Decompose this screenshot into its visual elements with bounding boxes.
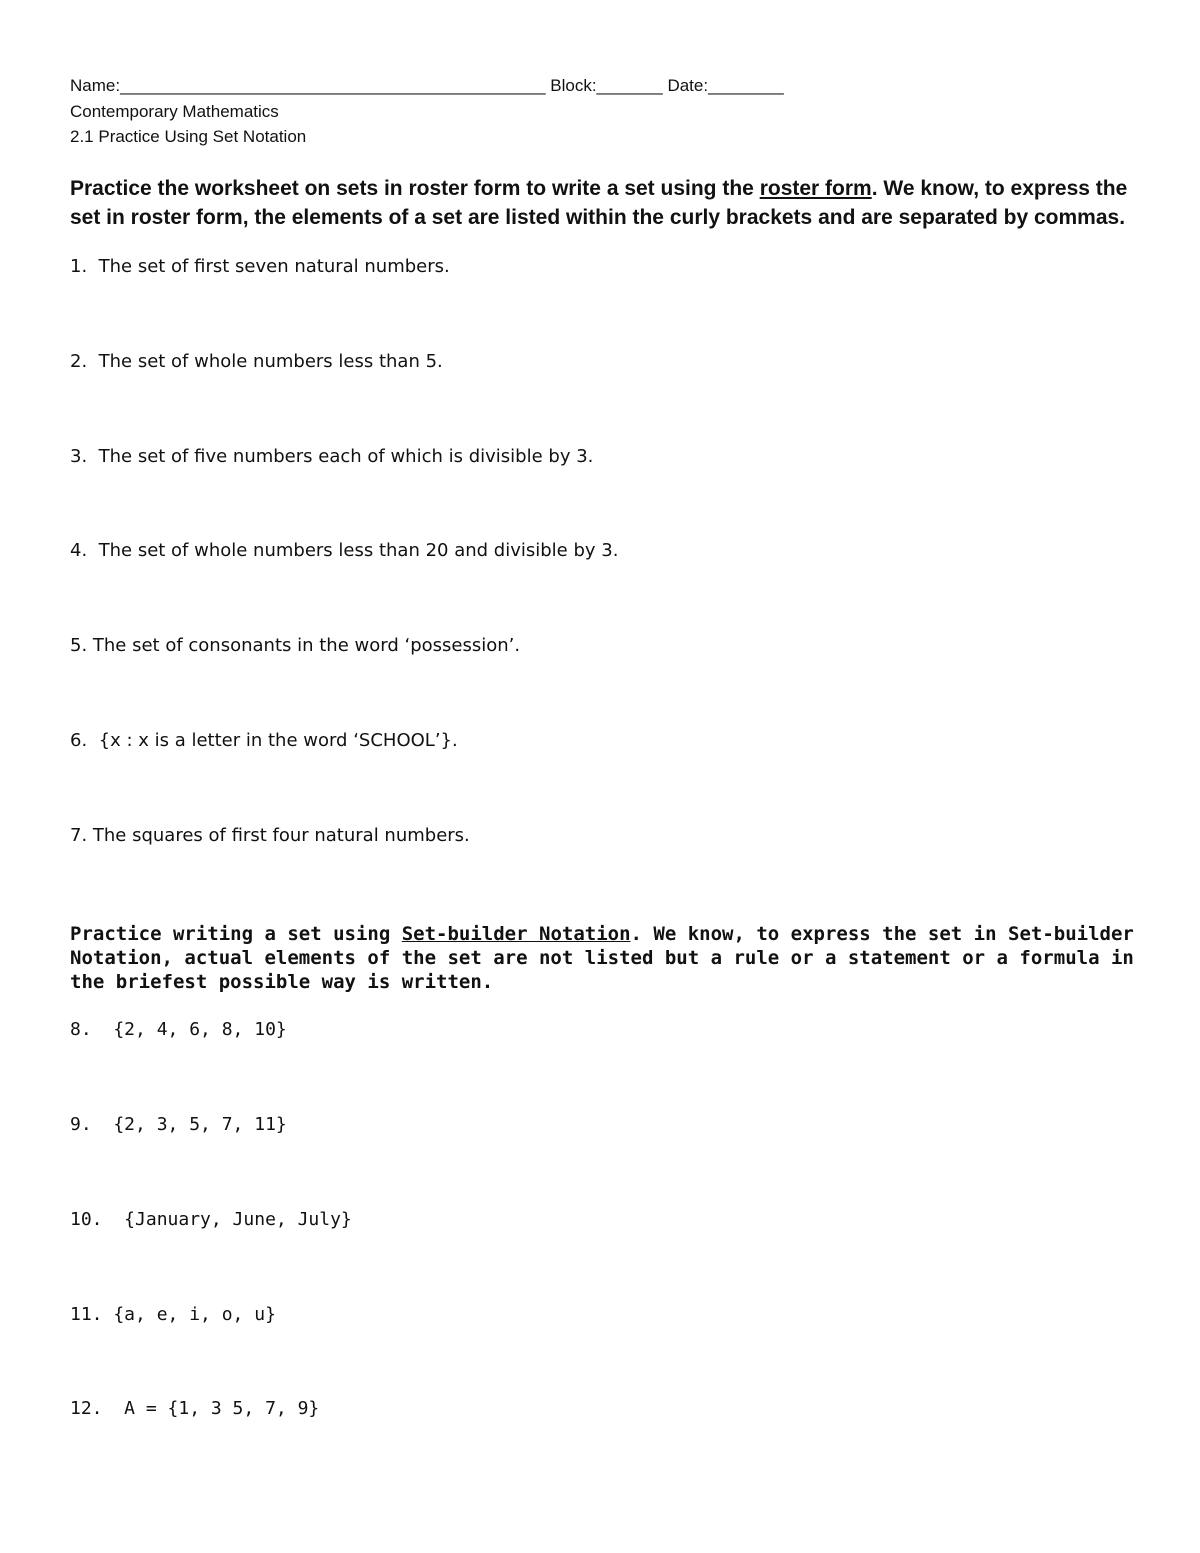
question-5: 5. The set of consonants in the word ‘possession’. [70,635,521,656]
instructions-text-start: Practice writing a set using [70,923,402,945]
course-title: Contemporary Mathematics [70,102,279,121]
lesson-title: 2.1 Practice Using Set Notation [70,127,307,146]
set-builder-instructions [70,922,1140,994]
set-builder-notation-term: Set-builder Notation [401,923,631,945]
question-6: 6. {x : x is a letter in the word ‘SCHOOL’}. [70,730,458,751]
instructions-text-end: . We know, to express the set in roster form, the elements of a set are listed within the curly brackets and are separated by commas. [70,177,1128,229]
question-11: 11. {a, e, i, o, u} [70,1304,276,1325]
question-1: 1. The set of first seven natural numbers. [70,256,450,277]
question-12: 12. A = {1, 3 5, 7, 9} [70,1398,320,1419]
question-8: 8. {2, 4, 6, 8, 10} [70,1019,287,1040]
roster-form-term: roster form [759,177,872,200]
roster-form-instructions [70,174,1135,232]
question-7: 7. The squares of first four natural numbers. [70,825,470,846]
instructions-text-start: Practice the worksheet on sets in roster form to write a set using the [70,177,760,200]
name-block-date-line: Name:_____________________________________________ Block:_______ Date:________ [70,76,784,95]
instructions-text-end: . We know, to express the set in Set-builder Notation, actual elements of the set are not listed but a rule or a statement or a formula in the briefest possible way is written. [70,923,1134,993]
question-4: 4. The set of whole numbers less than 20 and divisible by 3. [70,540,619,561]
question-3: 3. The set of five numbers each of which is divisible by 3. [70,446,594,467]
question-2: 2. The set of whole numbers less than 5. [70,351,443,372]
question-10: 10. {January, June, July} [70,1209,352,1230]
question-9: 9. {2, 3, 5, 7, 11} [70,1114,287,1135]
